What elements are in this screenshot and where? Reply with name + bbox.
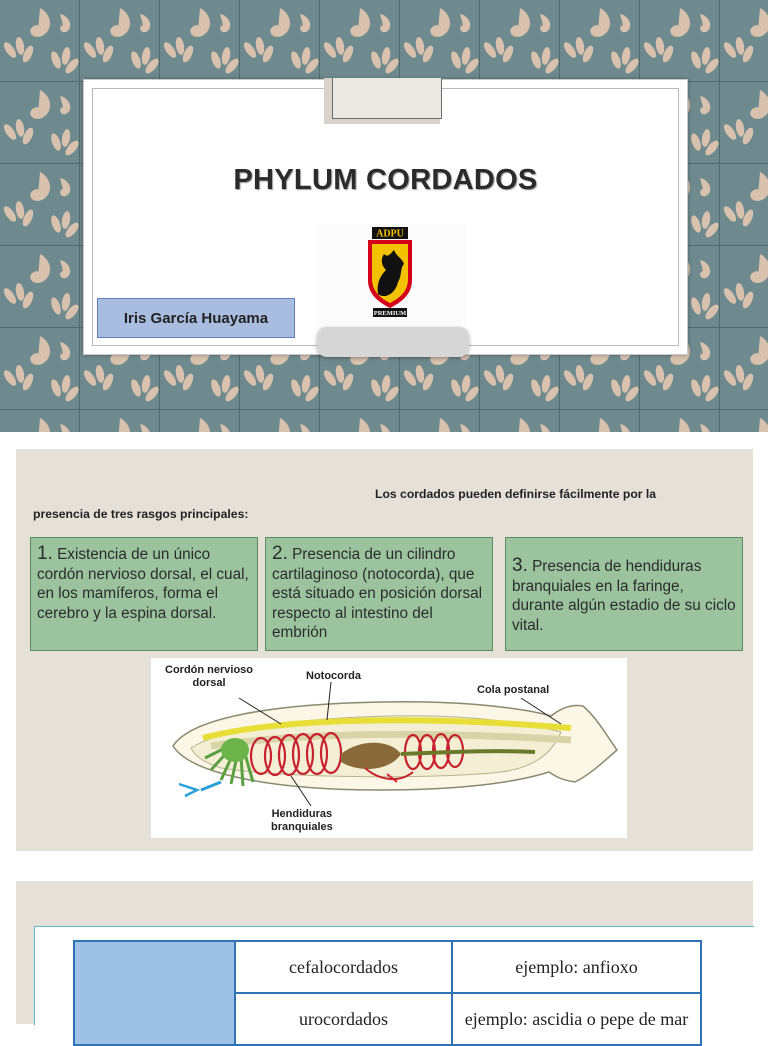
title-slide: [0, 0, 768, 432]
classification-table: [73, 940, 702, 1046]
trait-number: 3.: [512, 555, 528, 576]
table-cell: urocordados: [235, 993, 452, 1045]
svg-text:ADPU: ADPU: [376, 228, 404, 240]
author-name: Iris García Huayama: [123, 309, 269, 327]
top-tab-box: [332, 78, 442, 119]
trait-number: 1.: [37, 543, 53, 564]
trait-box-2: [265, 537, 493, 651]
table-cell: ejemplo: anfioxo: [452, 941, 701, 993]
trait-text: Existencia de un único cordón nervioso dorsal, el cual, en los mamíferos, forma el cerebro y la espina dorsal.: [37, 546, 249, 622]
trait-box-3: [505, 537, 743, 651]
table-cell-header: [74, 941, 235, 1045]
trait-box-1: [30, 537, 258, 651]
traits-slide: [16, 449, 753, 851]
label-postanal-tail: Cola postanal: [477, 684, 550, 696]
table-row: [74, 941, 701, 993]
label-gill-slits: Hendiduras branquiales: [271, 808, 333, 833]
trait-text: Presencia de un cilindro cartilaginoso (notocorda), que está situado en posición dorsal respecto al intestino del embrión: [272, 546, 483, 642]
svg-text:PREMIUM: PREMIUM: [373, 310, 407, 317]
author-name-box: [97, 298, 295, 338]
label-nerve-cord: Cordón nervioso dorsal: [165, 664, 254, 689]
table-cell: ejemplo: ascidia o pepe de mar: [452, 993, 701, 1045]
grey-rounded-button[interactable]: [317, 327, 469, 357]
title-card: [83, 79, 688, 355]
trait-text: Presencia de hendiduras branquiales en la faringe, durante algún estadio de su ciclo vital.: [512, 558, 736, 634]
intro-text-line1: Los cordados pueden definirse fácilmente por la: [375, 487, 657, 501]
chordate-anatomy-diagram: [151, 658, 627, 838]
table-cell: cefalocordados: [235, 941, 452, 993]
trait-number: 2.: [272, 543, 288, 564]
label-notochord: Notocorda: [306, 670, 361, 682]
table-panel: [34, 926, 754, 1029]
intro-text-line2: presencia de tres rasgos principales:: [33, 507, 249, 521]
adpu-logo: [316, 224, 466, 324]
classification-slide: [16, 881, 753, 1029]
slide-title: PHYLUM CORDADOS: [233, 164, 538, 196]
